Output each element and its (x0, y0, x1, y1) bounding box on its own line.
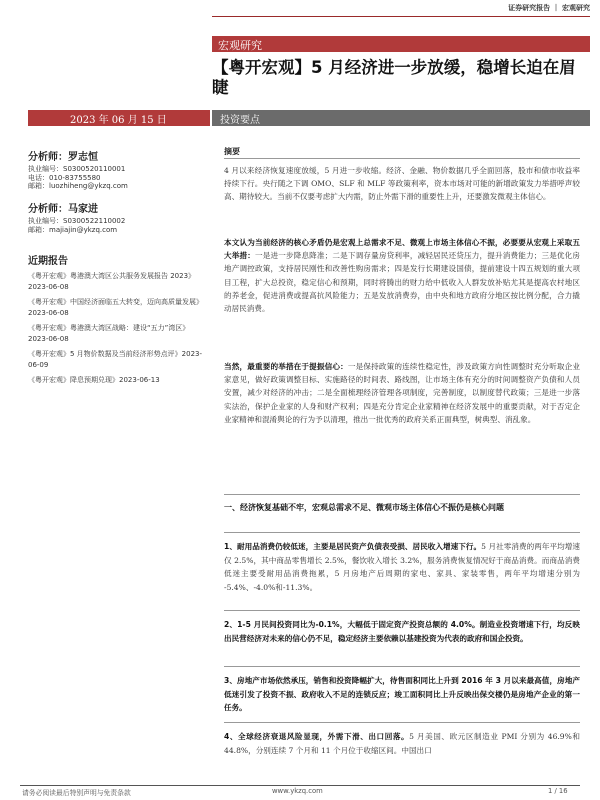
analyst-phone: 电话：010-83755580 (28, 173, 101, 182)
recent-reports (28, 252, 206, 390)
paragraph-text: 一是进一步降息降准；二是下调存量房贷利率，减轻居民还贷压力，提升消费能力；三是优化房地产调控政策，支持居民刚性和改善性购房需求；四是发行长期建设国债，提前建设十四五规划的重大项目工程，扩大总投资，稳定信心和预期，同时将腾出的财力给中低收入人群发放补贴尤其是提高农村地区的养老金，促进消费或提高抗风险能力；五是发放消费券，由中央和地方政府分地区按比例分配，合力撬动居民消费。 (224, 251, 581, 314)
analyst-cert: 执业编号：S0300522110002 (28, 217, 126, 225)
page-number: 1 / 16 (548, 787, 568, 795)
report-header (0, 0, 600, 14)
recent-reports-title: 近期报告 (28, 256, 68, 267)
analyst-email[interactable]: 邮箱：luozhiheng@ykzq.com (28, 182, 128, 190)
body-paragraph (224, 618, 580, 645)
date-band (28, 110, 210, 126)
abstract-divider (224, 158, 580, 159)
body-paragraph (224, 540, 580, 594)
body-paragraph (224, 730, 580, 757)
paragraph-text: 5 月美国、欧元区制造业 PMI 分别为 46.9%和 44.8%，分别连续 7 个月和 11 个月位于收缩区间。中国出口 (224, 732, 581, 755)
footer-disclaimer: 请务必阅读最后特别声明与免责条款 (22, 789, 131, 797)
analyst-email[interactable]: 邮箱：majiajin@ykzq.com (28, 225, 118, 234)
section-heading: 一、经济恢复基础不牢，宏观总需求不足、微观市场主体信心不振仍是核心问题 (224, 503, 504, 512)
section-divider (224, 532, 580, 533)
report-type-tags: 证券研究报告 ｜ 宏观研究 (508, 4, 590, 12)
key-statement: 2、1-5 月民间投资同比为-0.1%，大幅低于固定资产投资总额的 4.0%。制造业投资增速下行，均反映出民营经济对未来的信心仍不足，稳定经济主要依赖以基建投资为代表的政府和国企投资。 (224, 620, 580, 643)
section-divider (224, 610, 580, 611)
key-statement: 4、全球经济衰退风险显现，外需下滑、出口回落。 (224, 732, 410, 741)
analyst-cert: 执业编号：S0300520110001 (28, 165, 126, 173)
recent-report-link[interactable]: 《粤开宏观》5 月物价数据及当前经济形势点评》2023-06-09 (28, 350, 203, 369)
section-divider (224, 722, 580, 723)
report-title: 【粤开宏观】5 月经济进一步放缓，稳增长迫在眉睫 (212, 58, 576, 97)
recent-report-link[interactable]: 《粤开宏观》降息预期兑现》2023-06-13 (28, 376, 160, 384)
section-divider (224, 666, 580, 667)
key-statement: 当然，最重要的举措在于提振信心： (224, 362, 348, 371)
keypoints-label: 投资要点 (220, 115, 260, 126)
key-statement: 1、耐用品消费仍较低迷，主要是居民资产负债表受损、居民收入增速下行。 (224, 542, 482, 551)
header-divider (212, 16, 590, 17)
footer-website[interactable]: www.ykzq.com (272, 787, 323, 795)
body-paragraph (224, 674, 580, 715)
abstract-paragraph (224, 236, 580, 315)
analyst-name: 分析师：罗志恒 (28, 152, 98, 163)
abstract-label: 摘要 (224, 147, 240, 156)
report-date: 2023 年 06 月 15 日 (70, 115, 167, 126)
key-statement: 3、房地产市场依然承压，销售和投资降幅扩大，待售面积同比上升到 2016 年 3 月以来最高值，房地产低迷引发了投资不振、政府收入不足的连锁反应；竣工面积同比上升反映出保交楼仍是房地产企业的第一任务。 (224, 676, 580, 712)
keypoints-band (212, 110, 590, 126)
analyst-card (28, 148, 208, 191)
analyst-card (28, 200, 208, 234)
footer-divider (20, 785, 580, 786)
recent-report-link[interactable]: 《粤开宏观》粤港澳大湾区公共服务发展报告 2023》2023-06-08 (28, 272, 196, 291)
recent-report-link[interactable]: 《粤开宏观》中国经济面临五大转变，迈向高质量发展》2023-06-08 (28, 298, 203, 317)
paragraph-text: 5 月社零消费的两年平均增速仅 2.5%，其中商品零售增长 2.5%，餐饮收入增长 3.2%，服务消费恢复情况好于商品消费。而商品消费低迷主要受耐用品消费拖累，5 月房地产后周期的家电、家具、家装零售，两年平均增速分别为 -5.4%、-4.0%和-11.3%。 (224, 542, 580, 592)
paragraph-text: 一是保持政策的连续性稳定性，涉及政策方向性调整时充分听取企业家意见，做好政策调整目标、实施路径的时间表、路线图，让市场主体有充分的时间调整资产负债和人员安置，减少对经济的冲击；二是全面梳理经济管理各项制度，完善制度，以制度替代政策；三是进一步落实法治，保护企业家的人身和财产权利；四是充分肯定企业家精神在经济发展中的重要贡献，对于否定企业家精神和混淆舆论的行为予以清理，推出一批优秀的政府关系正面典型，树典型、消乱象。 (224, 362, 581, 424)
series-label: 宏观研究 (218, 39, 262, 52)
abstract-paragraph: 4 月以来经济恢复速度放缓，5 月进一步收缩。经济、金融、物价数据几乎全面回落，股市和债市收益率持续下行。央行随之下调 OMO、SLF 和 MLF 等政策利率，资本市场对可能的新增政策发力举措呼声较高、期待较大。当前不仅要考虑扩大内需，防止外需下滑的重要性上升，还要激发微观主体信心。 (224, 166, 580, 202)
recent-report-link[interactable]: 《粤开宏观》粤港澳大湾区战略：建设“五力”湾区》2023-06-08 (28, 324, 190, 343)
abstract-paragraph (224, 360, 580, 426)
section-divider (224, 494, 580, 495)
key-statement: 本文认为当前经济的核心矛盾仍是宏观上总需求不足、微观上市场主体信心不振，必要要从宏观上采取五大举措： (224, 238, 580, 261)
series-band (212, 36, 590, 52)
analyst-name: 分析师：马家进 (28, 204, 98, 215)
